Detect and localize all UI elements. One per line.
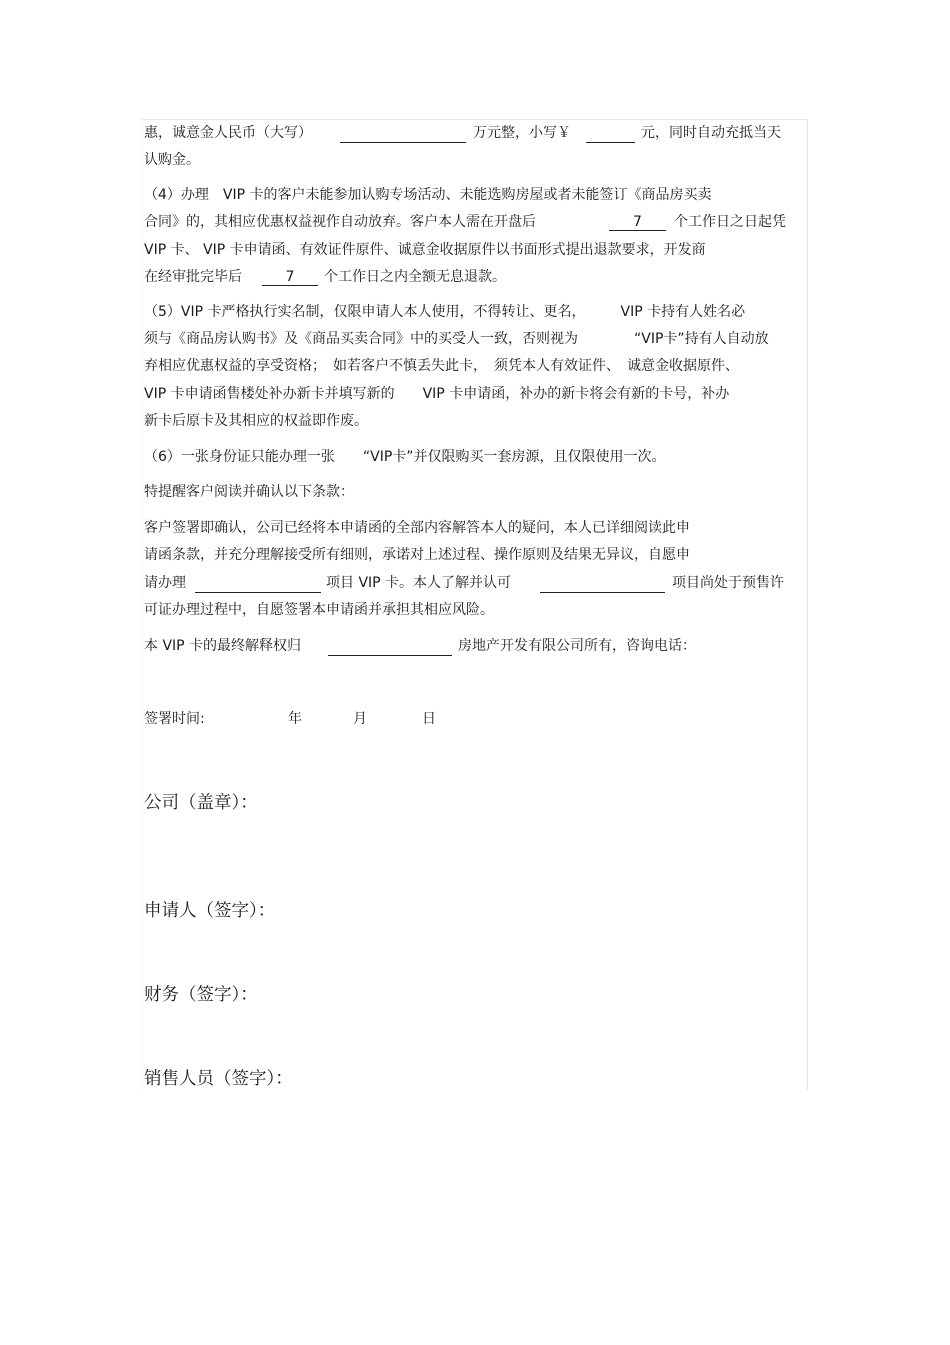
clause-5-line: 须与《商品房认购书》及《商品买卖合同》中的买受人一致，否则视为 “VIP卡”持有人自动放 [144,331,769,347]
project-name-blank[interactable] [195,577,321,593]
deposit-amount-lowercase-blank[interactable] [586,127,635,143]
clause-4-line: （4）办理 VIP 卡的客户未能参加认购专场活动、未能选购房屋或者未能签订《商品房买卖 [144,187,712,203]
interpretation-line: 本 VIP 卡的最终解释权归 [144,638,302,654]
clause-4-line: 个工作日之内全额无息退款。 [324,269,506,285]
reminder-heading: 特提醒客户阅读并确认以下条款： [144,484,354,500]
clause-5-line: VIP 卡申请函售楼处补办新卡并填写新的 VIP 卡申请函，补办的新卡将会有新的卡号，补办 [144,386,730,402]
company-name-blank[interactable] [328,640,452,656]
confirmation-line: 可证办理过程中，自愿签署本申请函并承担其相应风险。 [144,602,494,618]
clause-4-line: 合同》的，其相应优惠权益视作自动放弃。客户本人需在开盘后 [144,214,536,230]
confirmation-line: 请办理 [144,575,186,591]
confirmation-line: 客户签署即确认，公司已经将本申请函的全部内容解答本人的疑问，本人已详细阅读此申 [144,520,690,536]
sign-time-year[interactable]: 年 [288,711,302,727]
sign-time-day[interactable]: 日 [422,711,436,727]
applicant-signature-field[interactable]: 申请人（签字）： [144,901,276,921]
clause-4-line: 个工作日之日起凭 [674,214,786,230]
sign-time-month[interactable]: 月 [353,711,367,727]
clause-4-line: 在经审批完毕后 [144,269,242,285]
text-line: 惠，诚意金人民币（大写） [144,125,312,141]
finance-signature-field[interactable]: 财务（签字）： [144,985,258,1005]
deposit-amount-uppercase-blank[interactable] [340,127,466,143]
refund-workdays-blank[interactable]: 7 [262,270,318,286]
clause-5-line: 弃相应优惠权益的享受资格； 如若客户不慎丢失此卡， 须凭本人有效证件、 诚意金收据原件、 [144,358,739,374]
sales-signature-field[interactable]: 销售人员（签字）： [144,1069,293,1089]
clause-6-line: （6）一张身份证只能办理一张 “VIP卡”并仅限购买一套房源，且仅限使用一次。 [144,449,666,465]
text-line: 万元整，小写￥ [473,125,571,141]
workdays-after-opening-blank[interactable]: 7 [609,215,666,231]
confirmation-line: 项目 VIP 卡。本人了解并认可 [326,575,512,591]
company-seal-field[interactable]: 公司（盖章）： [144,793,258,813]
project-name-blank-2[interactable] [540,577,665,593]
confirmation-line: 请函条款，并充分理解接受所有细则，承诺对上述过程、操作原则及结果无异议，自愿申 [144,547,690,563]
clause-4-line: VIP 卡、 VIP 卡申请函、有效证件原件、诚意金收据原件以书面形式提出退款要求，开发商 [144,242,706,258]
confirmation-line: 项目尚处于预售许 [672,575,784,591]
clause-5-line: 新卡后原卡及其相应的权益即作废。 [144,413,368,429]
text-line: 认购金。 [144,152,200,168]
sign-time-label: 签署时间: [144,711,205,727]
text-line: 元，同时自动充抵当天 [641,125,781,141]
clause-5-line: （5）VIP 卡严格执行实名制，仅限申请人本人使用，不得转让、更名， VIP 卡持有人姓名必 [144,304,746,320]
interpretation-line: 房地产开发有限公司所有，咨询电话： [458,638,696,654]
